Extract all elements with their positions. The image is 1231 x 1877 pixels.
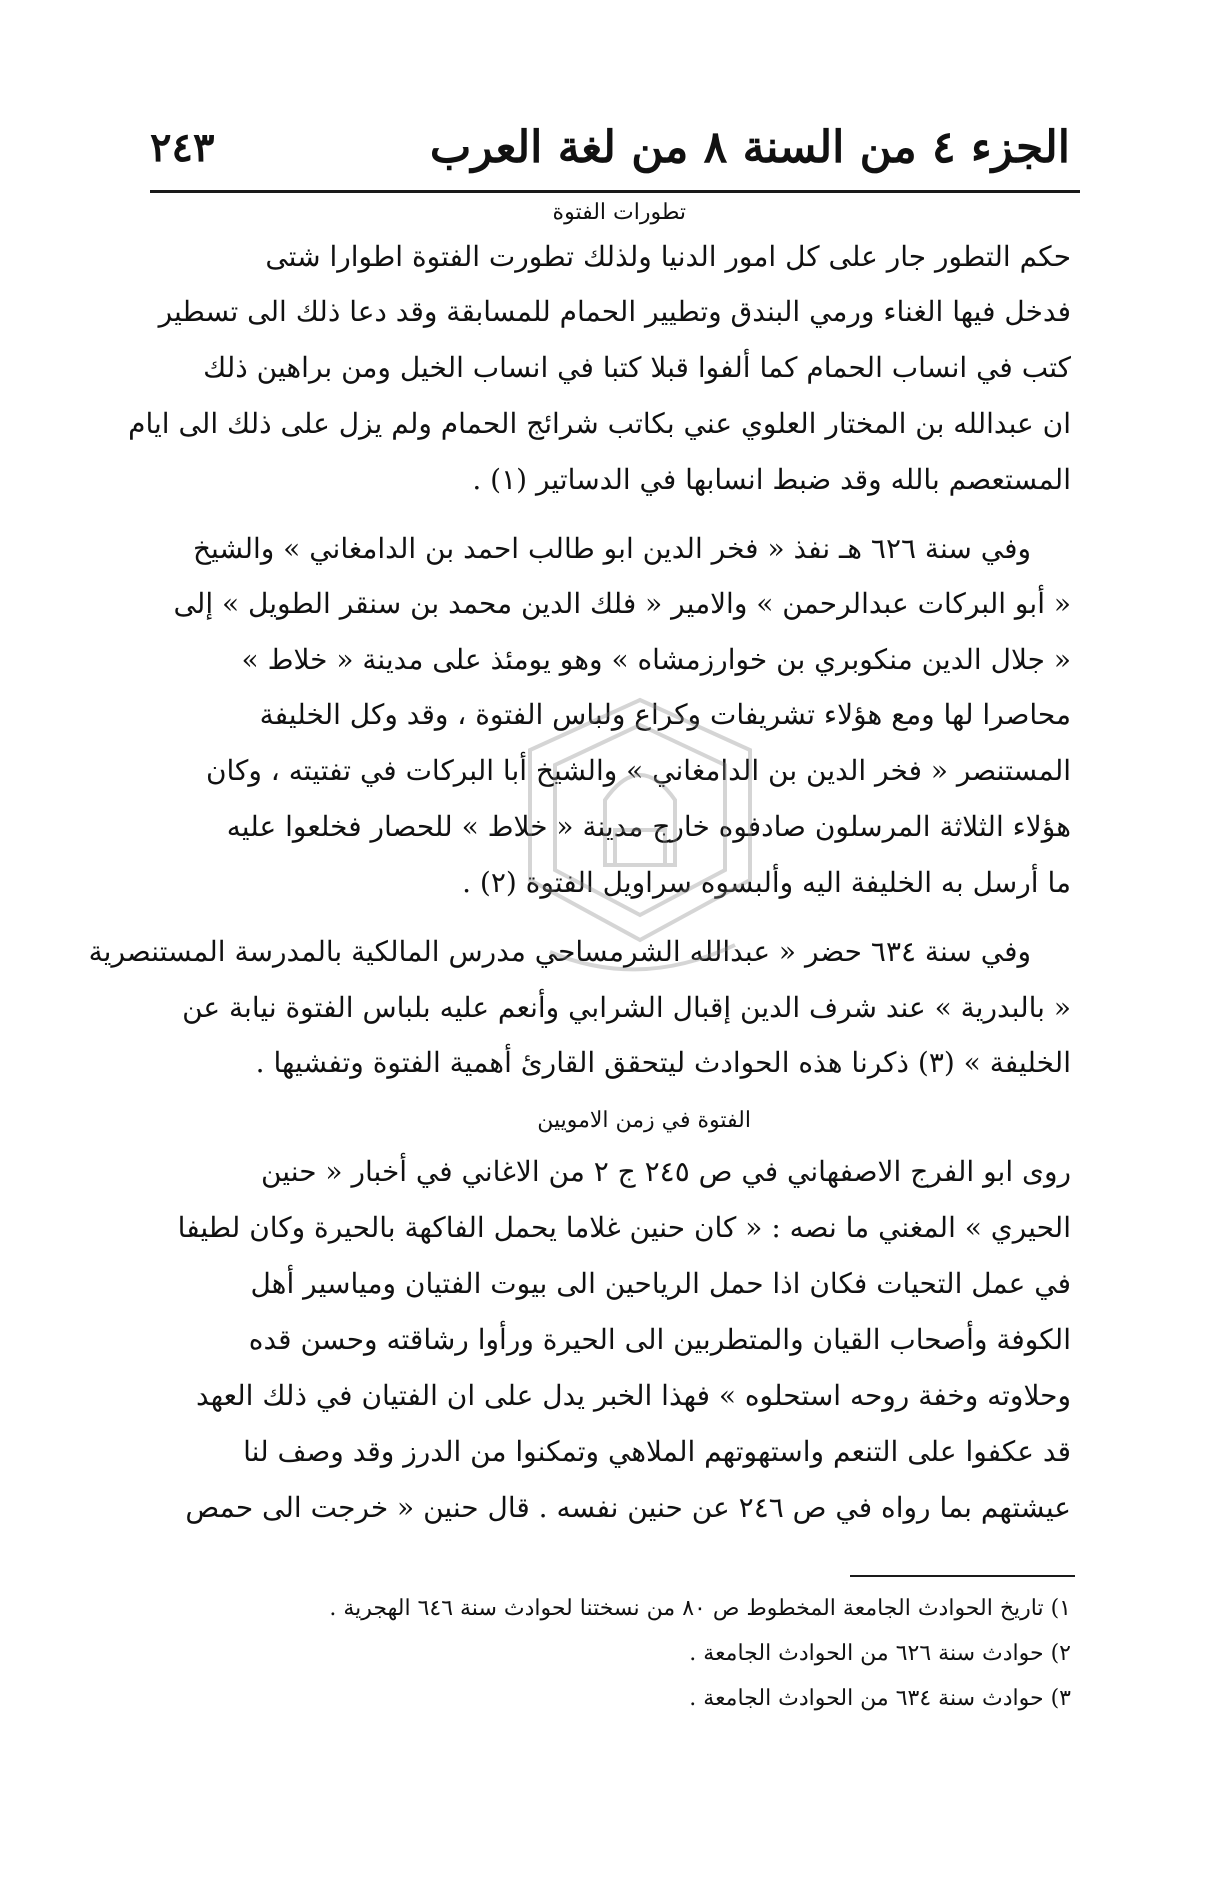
- paragraph-line: في عمل التحيات فكان اذا حمل الرياحين الى بيوت الفتيان ومياسير أهل: [250, 1267, 1071, 1300]
- paragraph-line: قد عكفوا على التنعم واستهوتهم الملاهي وتمكنوا من الدرز وقد وصف لنا: [243, 1435, 1071, 1468]
- paragraph-line: « بالبدرية » عند شرف الدين إقبال الشرابي وأنعم عليه بلباس الفتوة نيابة عن: [182, 991, 1071, 1024]
- page-number: ٢٤٣: [150, 123, 215, 171]
- library-stamp-icon: [510, 690, 770, 980]
- paragraph-line: وحلاوته وخفة روحه استحلوه » فهذا الخبر يدل على ان الفتيان في ذلك العهد: [196, 1379, 1071, 1412]
- paragraph-line: كتب في انساب الحمام كما ألفوا قبلا كتبا في انساب الخيل ومن براهين ذلك: [203, 351, 1071, 384]
- paragraph-line: ان عبدالله بن المختار العلوي عني بكاتب شرائج الحمام ولم يزل على ذلك الى ايام: [128, 407, 1071, 440]
- paragraph-line: فدخل فيها الغناء ورمي البندق وتطيير الحمام للمسابقة وقد دعا ذلك الى تسطير: [158, 295, 1071, 328]
- paragraph-line: « جلال الدين منكوبري بن خوارزمشاه » وهو يومئذ على مدينة « خلاط »: [241, 643, 1071, 676]
- paragraph-line: « أبو البركات عبدالرحمن » والامير « فلك الدين محمد بن سنقر الطويل » إلى: [173, 587, 1071, 620]
- paragraph-line: وفي سنة ٦٣٤ حضر « عبدالله الشرمساحي مدرس المالكية بالمدرسة المستنصرية: [88, 935, 1031, 968]
- running-head: الجزء ٤ من السنة ٨ من لغة العرب: [429, 121, 1070, 173]
- paragraph-line: عيشتهم بما رواه في ص ٢٤٦ عن حنين نفسه . قال حنين « خرجت الى حمص: [185, 1491, 1071, 1524]
- section-heading: تطورات الفتوة: [552, 200, 686, 225]
- paragraph-line: محاصرا لها ومع هؤلاء تشريفات وكراع ولباس الفتوة ، وقد وكل الخليفة: [259, 698, 1071, 731]
- paragraph-line: ما أرسل به الخليفة اليه وألبسوه سراويل الفتوة (٢) .: [462, 866, 1071, 899]
- paragraph-line: الخليفة » (٣) ذكرنا هذه الحوادث ليتحقق القارئ أهمية الفتوة وتفشيها .: [255, 1046, 1071, 1079]
- paragraph-line: الحيري » المغني ما نصه : « كان حنين غلاما يحمل الفاكهة بالحيرة وكان لطيفا: [177, 1211, 1071, 1244]
- footnote: ٣) حوادث سنة ٦٣٤ من الحوادث الجامعة .: [689, 1686, 1071, 1711]
- paragraph-line: وفي سنة ٦٢٦ هـ نفذ « فخر الدين ابو طالب احمد بن الدامغاني » والشيخ: [192, 532, 1031, 565]
- footnote: ١) تاريخ الحوادث الجامعة المخطوط ص ٨٠ من نسختنا لحوادث سنة ٦٤٦ الهجرية .: [329, 1596, 1071, 1621]
- paragraph-line: حكم التطور جار على كل امور الدنيا ولذلك تطورت الفتوة اطوارا شتى: [265, 240, 1071, 273]
- footnote-rule: [850, 1575, 1075, 1577]
- paragraph-line: روى ابو الفرج الاصفهاني في ص ٢٤٥ ج ٢ من الاغاني في أخبار « حنين: [260, 1155, 1071, 1188]
- paragraph-line: المستنصر « فخر الدين بن الدامغاني » والشيخ أبا البركات في تفتيته ، وكان: [205, 754, 1071, 787]
- paragraph-line: المستعصم بالله وقد ضبط انسابها في الدساتير (١) .: [472, 463, 1071, 496]
- section-heading: الفتوة في زمن الامويين: [537, 1108, 751, 1133]
- header-rule: [150, 190, 1080, 193]
- page-header: [150, 112, 1070, 182]
- paragraph-line: الكوفة وأصحاب القيان والمتطربين الى الحيرة ورأوا رشاقته وحسن قده: [248, 1323, 1071, 1356]
- paragraph-line: هؤلاء الثلاثة المرسلون صادفوه خارج مدينة « خلاط » للحصار فخلعوا عليه: [226, 810, 1071, 843]
- footnote: ٢) حوادث سنة ٦٢٦ من الحوادث الجامعة .: [689, 1641, 1071, 1666]
